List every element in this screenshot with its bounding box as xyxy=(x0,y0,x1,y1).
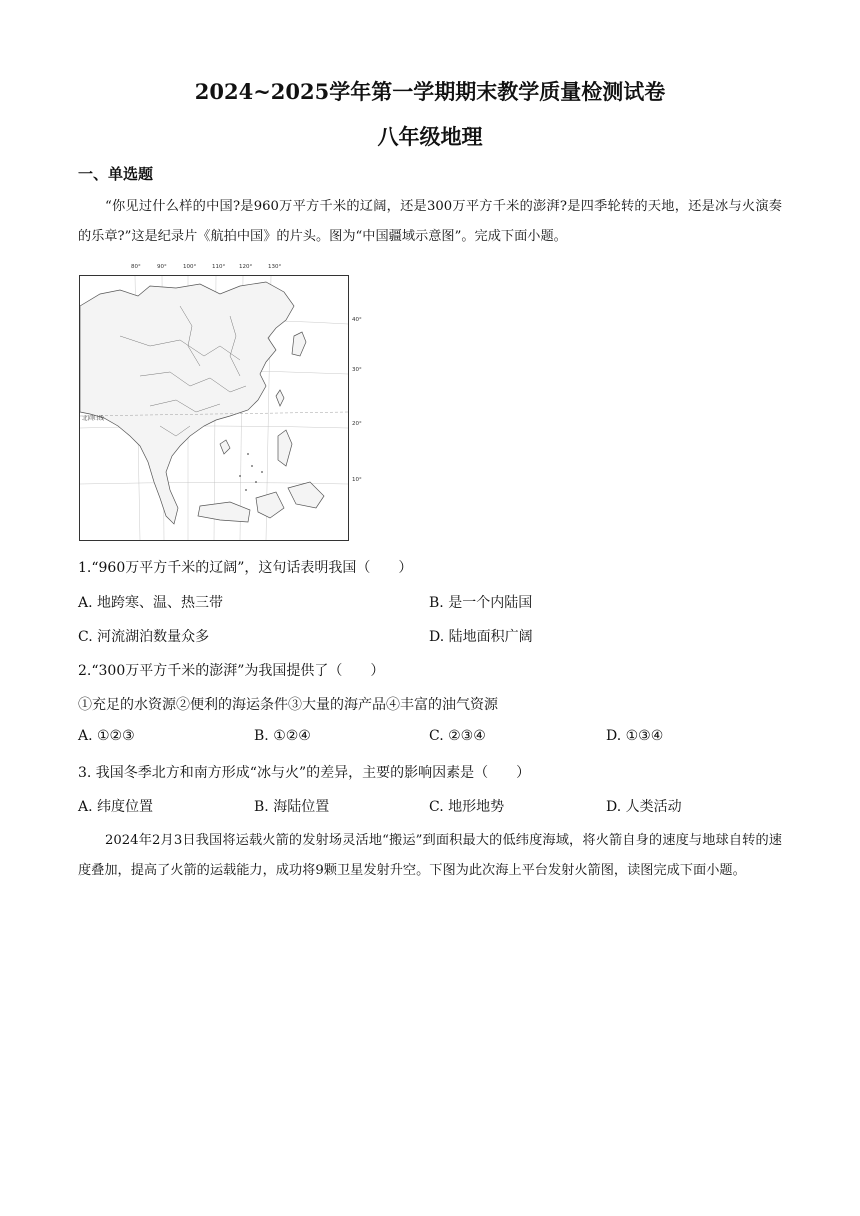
question-3-option-b[interactable]: B. 海陆位置 xyxy=(254,799,330,815)
question-2-option-b[interactable]: B. ①②④ xyxy=(254,728,311,744)
latitude-label: 40° xyxy=(352,317,362,323)
passage-intro: “你见过什么样的中国?是960万平方千米的辽阔，还是300万平方千米的澎湃?是四季轮转的天地，还是冰与火演奏的乐章?”这是纪录片《航拍中国》的片头。图为“中国疆域示意图”。完成下面小题。 xyxy=(78,199,782,244)
question-3-stem: 3. 我国冬季北方和南方形成“冰与火”的差异，主要的影响因素是（ ） xyxy=(78,765,531,781)
question-3-option-c[interactable]: C. 地形地势 xyxy=(429,799,505,815)
passage-rocket: 2024年2月3日我国将运载火箭的发射场灵活地“搬运”到面积最大的低纬度海域，将火箭自身的速度与地球自转的速度叠加，提高了火箭的运载能力，成功将9颗卫星发射升空。下图为此次海上平台发射火箭图，读图完成下面小题。 xyxy=(78,833,782,878)
latitude-label: 30° xyxy=(352,367,362,373)
question-1-option-d[interactable]: D. 陆地面积广阔 xyxy=(429,629,533,645)
question-2-statements: ①充足的水资源②便利的海运条件③大量的海产品④丰富的油气资源 xyxy=(78,697,498,713)
question-2-option-d[interactable]: D. ①③④ xyxy=(606,728,664,744)
question-3-option-d[interactable]: D. 人类活动 xyxy=(606,799,682,815)
china-territory-map xyxy=(79,275,349,541)
exam-title: 2024~2025学年第一学期期末教学质量检测试卷 xyxy=(194,79,666,104)
question-2-option-a[interactable]: A. ①②③ xyxy=(78,728,135,744)
question-1-option-a[interactable]: A. 地跨寒、温、热三带 xyxy=(78,595,224,611)
longitude-label: 110° xyxy=(212,264,226,270)
longitude-label: 80° xyxy=(131,264,141,270)
latitude-label: 10° xyxy=(352,477,362,483)
question-1-option-c[interactable]: C. 河流湖泊数量众多 xyxy=(78,629,210,645)
longitude-label: 90° xyxy=(157,264,167,270)
question-3-option-a[interactable]: A. 纬度位置 xyxy=(78,799,154,815)
question-2-stem: 2.“300万平方千米的澎湃”为我国提供了（ ） xyxy=(78,663,385,679)
question-2-option-c[interactable]: C. ②③④ xyxy=(429,728,486,744)
longitude-label: 120° xyxy=(239,264,253,270)
question-1-option-b[interactable]: B. 是一个内陆国 xyxy=(429,595,533,611)
longitude-label: 100° xyxy=(183,264,197,270)
longitude-label: 130° xyxy=(268,264,282,270)
map-drawing xyxy=(80,276,348,540)
latitude-label: 20° xyxy=(352,421,362,427)
question-1-stem: 1.“960万平方千米的辽阔”，这句话表明我国（ ） xyxy=(78,560,413,576)
exam-subtitle: 八年级地理 xyxy=(377,124,483,149)
tropic-label: 北回归线 xyxy=(82,416,105,422)
section-heading: 一、单选题 xyxy=(78,165,154,183)
